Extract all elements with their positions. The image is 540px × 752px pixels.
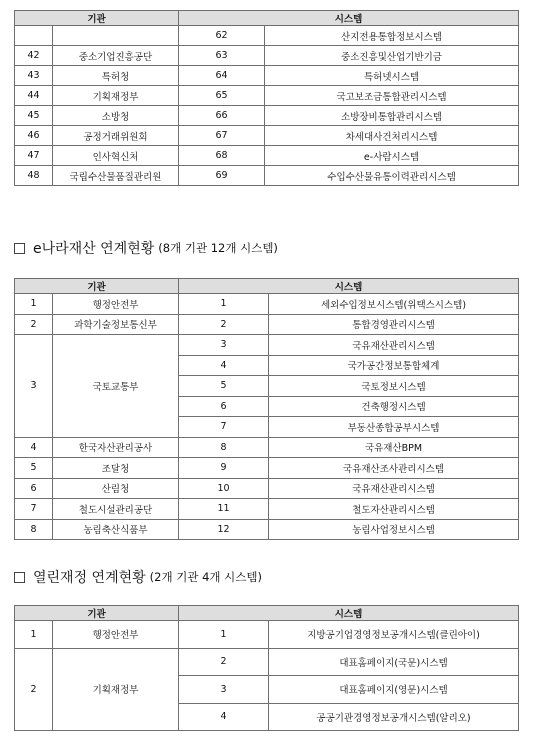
system-number: 8: [179, 437, 269, 458]
header-system: 시스템: [179, 11, 519, 26]
system-name: 소방장비통합관리시스템: [265, 106, 519, 126]
system-number: 3: [179, 335, 269, 356]
system-number: 62: [179, 26, 265, 46]
org-number: 4: [15, 437, 53, 458]
table-row: [15, 106, 519, 126]
table-row: [15, 46, 519, 66]
header-system: 시스템: [179, 279, 519, 294]
org-number: 6: [15, 478, 53, 499]
system-number: 10: [179, 478, 269, 499]
org-name: [53, 26, 179, 46]
table-header: [15, 606, 519, 621]
table-1: [14, 10, 519, 186]
system-number: 4: [179, 703, 269, 731]
system-name: 중소진흥및산업기반기금: [265, 46, 519, 66]
system-name: 철도자산관리시스템: [269, 499, 519, 520]
org-number: 3: [15, 335, 53, 438]
table-header: [15, 279, 519, 294]
system-number: 68: [179, 146, 265, 166]
system-name: 부동산종합공부시스템: [269, 417, 519, 438]
table-row: [15, 126, 519, 146]
system-number: 69: [179, 166, 265, 186]
org-name: 행정안전부: [53, 621, 179, 649]
system-name: 대표홈페이지(국문)시스템: [269, 648, 519, 676]
system-number: 1: [179, 621, 269, 649]
system-number: 2: [179, 314, 269, 335]
system-number: 67: [179, 126, 265, 146]
org-name: 기획재정부: [53, 648, 179, 731]
table-2: [14, 278, 519, 540]
table-row: [15, 314, 519, 335]
org-number: 46: [15, 126, 53, 146]
org-name: 농림축산식품부: [53, 519, 179, 540]
system-name: 공공기관경영정보공개시스템(알리오): [269, 703, 519, 731]
checkbox-square-icon: [14, 572, 25, 583]
system-name: 지방공기업경영정보공개시스템(클린아이): [269, 621, 519, 649]
system-name: 건축행정시스템: [269, 396, 519, 417]
table-row: [15, 26, 519, 46]
header-system: 시스템: [179, 606, 519, 621]
header-org: 기관: [15, 279, 179, 294]
table-row: [15, 146, 519, 166]
org-name: 특허청: [53, 66, 179, 86]
table-row: [15, 86, 519, 106]
table-row: [15, 166, 519, 186]
system-name: 차세대사건처리시스템: [265, 126, 519, 146]
system-number: 66: [179, 106, 265, 126]
system-name: e-사람시스템: [265, 146, 519, 166]
org-number: 44: [15, 86, 53, 106]
system-number: 65: [179, 86, 265, 106]
section-title: e나라재산 연계현황: [33, 241, 155, 257]
system-number: 12: [179, 519, 269, 540]
org-number: 42: [15, 46, 53, 66]
system-name: 농림사업정보시스템: [269, 519, 519, 540]
section-subtitle: (8개 기관 12개 시스템): [158, 241, 278, 255]
org-number: 43: [15, 66, 53, 86]
table-row: [15, 437, 519, 458]
system-name: 국유재산관리시스템: [269, 478, 519, 499]
table-row: [15, 519, 519, 540]
table-row: [15, 499, 519, 520]
org-number: 2: [15, 648, 53, 731]
org-number: 1: [15, 294, 53, 315]
system-number: 1: [179, 294, 269, 315]
org-number: 45: [15, 106, 53, 126]
system-number: 11: [179, 499, 269, 520]
system-name: 국유재산BPM: [269, 437, 519, 458]
system-name: 통합경영관리시스템: [269, 314, 519, 335]
system-number: 4: [179, 355, 269, 376]
table-row: [15, 621, 519, 649]
org-name: 중소기업진흥공단: [53, 46, 179, 66]
system-number: 3: [179, 676, 269, 704]
system-number: 2: [179, 648, 269, 676]
system-name: 국유재산조사관리시스템: [269, 458, 519, 479]
org-number: 1: [15, 621, 53, 649]
system-name: 산지전용통합정보시스템: [265, 26, 519, 46]
system-number: 7: [179, 417, 269, 438]
system-name: 국토정보시스템: [269, 376, 519, 397]
org-number: 48: [15, 166, 53, 186]
table-header: [15, 11, 519, 26]
table-row: [15, 478, 519, 499]
system-name: 수입수산물유통이력관리시스템: [265, 166, 519, 186]
org-name: 산림청: [53, 478, 179, 499]
table-row: [15, 66, 519, 86]
table-row: [15, 458, 519, 479]
org-name: 과학기술정보통신부: [53, 314, 179, 335]
system-name: 국가공간정보통합체계: [269, 355, 519, 376]
checkbox-square-icon: [14, 243, 25, 254]
org-name: 인사혁신처: [53, 146, 179, 166]
section-title: 열린재정 연계현황: [33, 570, 146, 586]
org-name: 국립수산물품질관리원: [53, 166, 179, 186]
section-title-open-finance: [14, 567, 262, 587]
header-org: 기관: [15, 11, 179, 26]
system-number: 9: [179, 458, 269, 479]
org-name: 한국자산관리공사: [53, 437, 179, 458]
system-name: 특허넷시스템: [265, 66, 519, 86]
org-name: 행정안전부: [53, 294, 179, 315]
table-row: [15, 335, 519, 356]
header-org: 기관: [15, 606, 179, 621]
section-subtitle: (2개 기관 4개 시스템): [149, 570, 262, 584]
system-number: 64: [179, 66, 265, 86]
table-row: [15, 648, 519, 676]
section-title-enara: [14, 238, 278, 258]
org-name: 조달청: [53, 458, 179, 479]
org-name: 소방청: [53, 106, 179, 126]
table-3: [14, 605, 519, 731]
org-number: [15, 26, 53, 46]
org-name: 철도시설관리공단: [53, 499, 179, 520]
system-number: 6: [179, 396, 269, 417]
system-name: 국고보조금통합관리시스템: [265, 86, 519, 106]
table-row: [15, 294, 519, 315]
org-name: 공정거래위원회: [53, 126, 179, 146]
org-number: 7: [15, 499, 53, 520]
system-name: 세외수입정보시스템(위택스시스템): [269, 294, 519, 315]
system-number: 5: [179, 376, 269, 397]
org-name: 기획재정부: [53, 86, 179, 106]
org-name: 국토교통부: [53, 335, 179, 438]
org-number: 47: [15, 146, 53, 166]
org-number: 2: [15, 314, 53, 335]
org-number: 8: [15, 519, 53, 540]
system-name: 국유재산관리시스템: [269, 335, 519, 356]
system-name: 대표홈페이지(영문)시스템: [269, 676, 519, 704]
org-number: 5: [15, 458, 53, 479]
system-number: 63: [179, 46, 265, 66]
